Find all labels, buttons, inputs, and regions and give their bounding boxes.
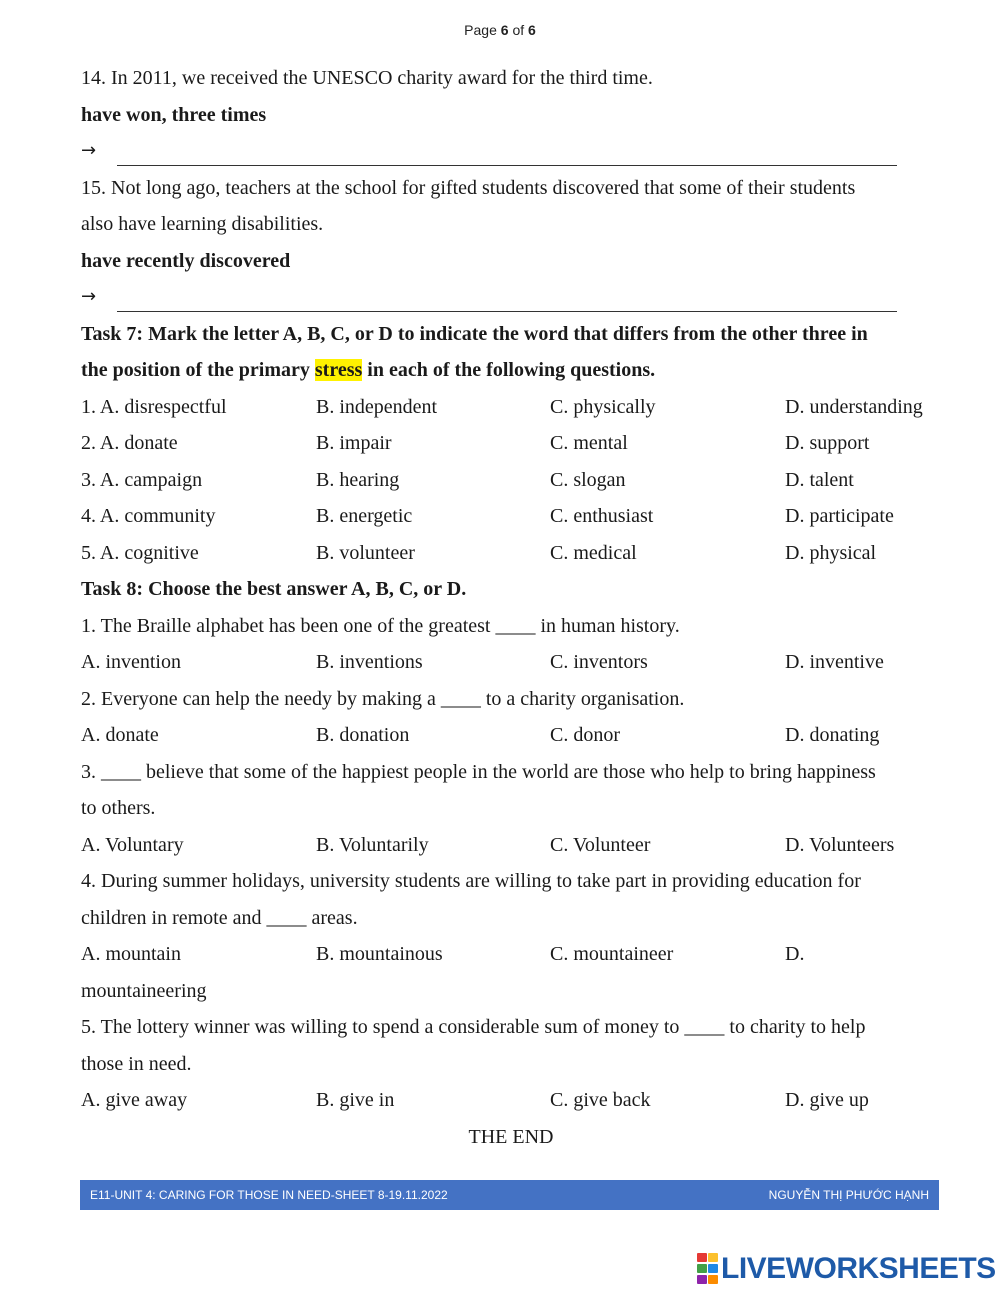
option-a[interactable]: 4. A. community — [81, 505, 216, 527]
liveworksheets-logo-icon — [697, 1253, 718, 1285]
option-b[interactable]: B. inventions — [316, 651, 423, 673]
task8-question-3: 3. ____ believe that some of the happiest people in the world are those who help to bring happiness — [81, 760, 876, 783]
task7-item — [81, 535, 941, 572]
task8-options-1 — [81, 644, 941, 681]
brand-name: LIVEWORKSHEETS — [721, 1252, 996, 1285]
answer-blank-14[interactable] — [117, 143, 897, 166]
option-d[interactable]: D. give up — [785, 1089, 869, 1111]
option-a[interactable]: A. invention — [81, 651, 181, 673]
task8-question-5-cont: those in need. — [81, 1052, 192, 1075]
option-c[interactable]: C. slogan — [550, 468, 626, 491]
option-d[interactable]: D. Volunteers — [785, 833, 895, 856]
task8-options-5 — [81, 1082, 941, 1119]
cue-15: have recently discovered — [81, 249, 291, 272]
task7-item — [81, 498, 941, 535]
option-b[interactable]: B. impair — [316, 432, 392, 454]
task8-question-4-cont: children in remote and ____ areas. — [81, 906, 358, 929]
arrow-icon: → — [81, 140, 97, 161]
option-d[interactable]: D. donating — [785, 724, 880, 746]
option-c[interactable]: C. give back — [550, 1089, 651, 1111]
option-b[interactable]: B. volunteer — [316, 541, 415, 564]
option-b[interactable]: B. Voluntarily — [316, 833, 429, 856]
the-end: THE END — [468, 1125, 554, 1148]
task7-title-cont: the position of the primary stress in each of the following questions. — [81, 359, 656, 381]
footer-left: E11-UNIT 4: CARING FOR THOSE IN NEED-SHEET 8-19.11.2022 — [90, 1188, 448, 1202]
question-15-cont: also have learning disabilities. — [81, 213, 324, 235]
page-number: Page 6 of 6 — [464, 22, 536, 38]
option-b[interactable]: B. mountainous — [316, 943, 443, 965]
answer-blank-15[interactable] — [117, 289, 897, 312]
question-15: 15. Not long ago, teachers at the school for gifted students discovered that some of their students — [81, 176, 856, 199]
option-a[interactable]: A. donate — [81, 724, 159, 746]
option-a[interactable]: A. Voluntary — [81, 833, 184, 856]
task7-item — [81, 389, 941, 426]
answer-row-15 — [81, 279, 941, 316]
task7-item — [81, 462, 941, 499]
option-b[interactable]: B. give in — [316, 1089, 395, 1111]
option-a[interactable]: A. mountain — [81, 943, 181, 965]
option-b[interactable]: B. donation — [316, 724, 410, 746]
option-c[interactable]: C. Volunteer — [550, 833, 651, 856]
option-b[interactable]: B. energetic — [316, 505, 413, 527]
cue-14: have won, three times — [81, 103, 267, 126]
option-a[interactable]: 3. A. campaign — [81, 468, 203, 491]
task8-title: Task 8: Choose the best answer A, B, C, or D. — [81, 578, 467, 600]
task8-question-2: 2. Everyone can help the needy by making a ____ to a charity organisation. — [81, 687, 685, 710]
option-c[interactable]: C. physically — [550, 395, 656, 418]
option-b[interactable]: B. independent — [316, 395, 438, 418]
option-d-wrap[interactable]: mountaineering — [81, 979, 207, 1002]
option-d[interactable]: D. — [785, 943, 805, 965]
task7-title: Task 7: Mark the letter A, B, C, or D to indicate the word that differs from the other three in — [81, 322, 868, 345]
option-d[interactable]: D. talent — [785, 468, 854, 491]
option-c[interactable]: C. enthusiast — [550, 505, 654, 527]
option-d[interactable]: D. inventive — [785, 651, 884, 673]
option-c[interactable]: C. mental — [550, 432, 628, 454]
option-a[interactable]: A. give away — [81, 1089, 188, 1111]
task8-options-3 — [81, 827, 941, 864]
task7-item — [81, 425, 941, 462]
highlighted-word: stress — [314, 359, 363, 381]
task8-options-4 — [81, 936, 941, 973]
option-a[interactable]: 2. A. donate — [81, 432, 178, 454]
footer-bar — [80, 1180, 939, 1210]
option-b[interactable]: B. hearing — [316, 468, 400, 491]
option-c[interactable]: C. medical — [550, 541, 637, 564]
option-d[interactable]: D. support — [785, 432, 870, 454]
liveworksheets-brand[interactable] — [697, 1254, 996, 1284]
worksheet-content — [81, 60, 941, 1155]
option-c[interactable]: C. mountaineer — [550, 943, 674, 965]
arrow-icon: → — [81, 286, 97, 307]
option-d[interactable]: D. participate — [785, 505, 894, 527]
footer-right: NGUYỄN THỊ PHƯỚC HẠNH — [768, 1188, 929, 1202]
question-14: 14. In 2011, we received the UNESCO charity award for the third time. — [81, 67, 653, 89]
option-a[interactable]: 5. A. cognitive — [81, 541, 199, 564]
answer-row-14 — [81, 133, 941, 170]
task8-question-3-cont: to others. — [81, 797, 156, 819]
option-c[interactable]: C. inventors — [550, 651, 648, 673]
task8-options-2 — [81, 717, 941, 754]
option-a[interactable]: 1. A. disrespectful — [81, 395, 227, 418]
option-c[interactable]: C. donor — [550, 724, 620, 746]
option-d[interactable]: D. understanding — [785, 395, 923, 418]
task8-question-5: 5. The lottery winner was willing to spend a considerable sum of money to ____ to charity to help — [81, 1016, 866, 1038]
task8-question-1: 1. The Braille alphabet has been one of the greatest ____ in human history. — [81, 614, 680, 637]
option-d[interactable]: D. physical — [785, 541, 877, 564]
task8-question-4: 4. During summer holidays, university students are willing to take part in providing education for — [81, 870, 861, 892]
